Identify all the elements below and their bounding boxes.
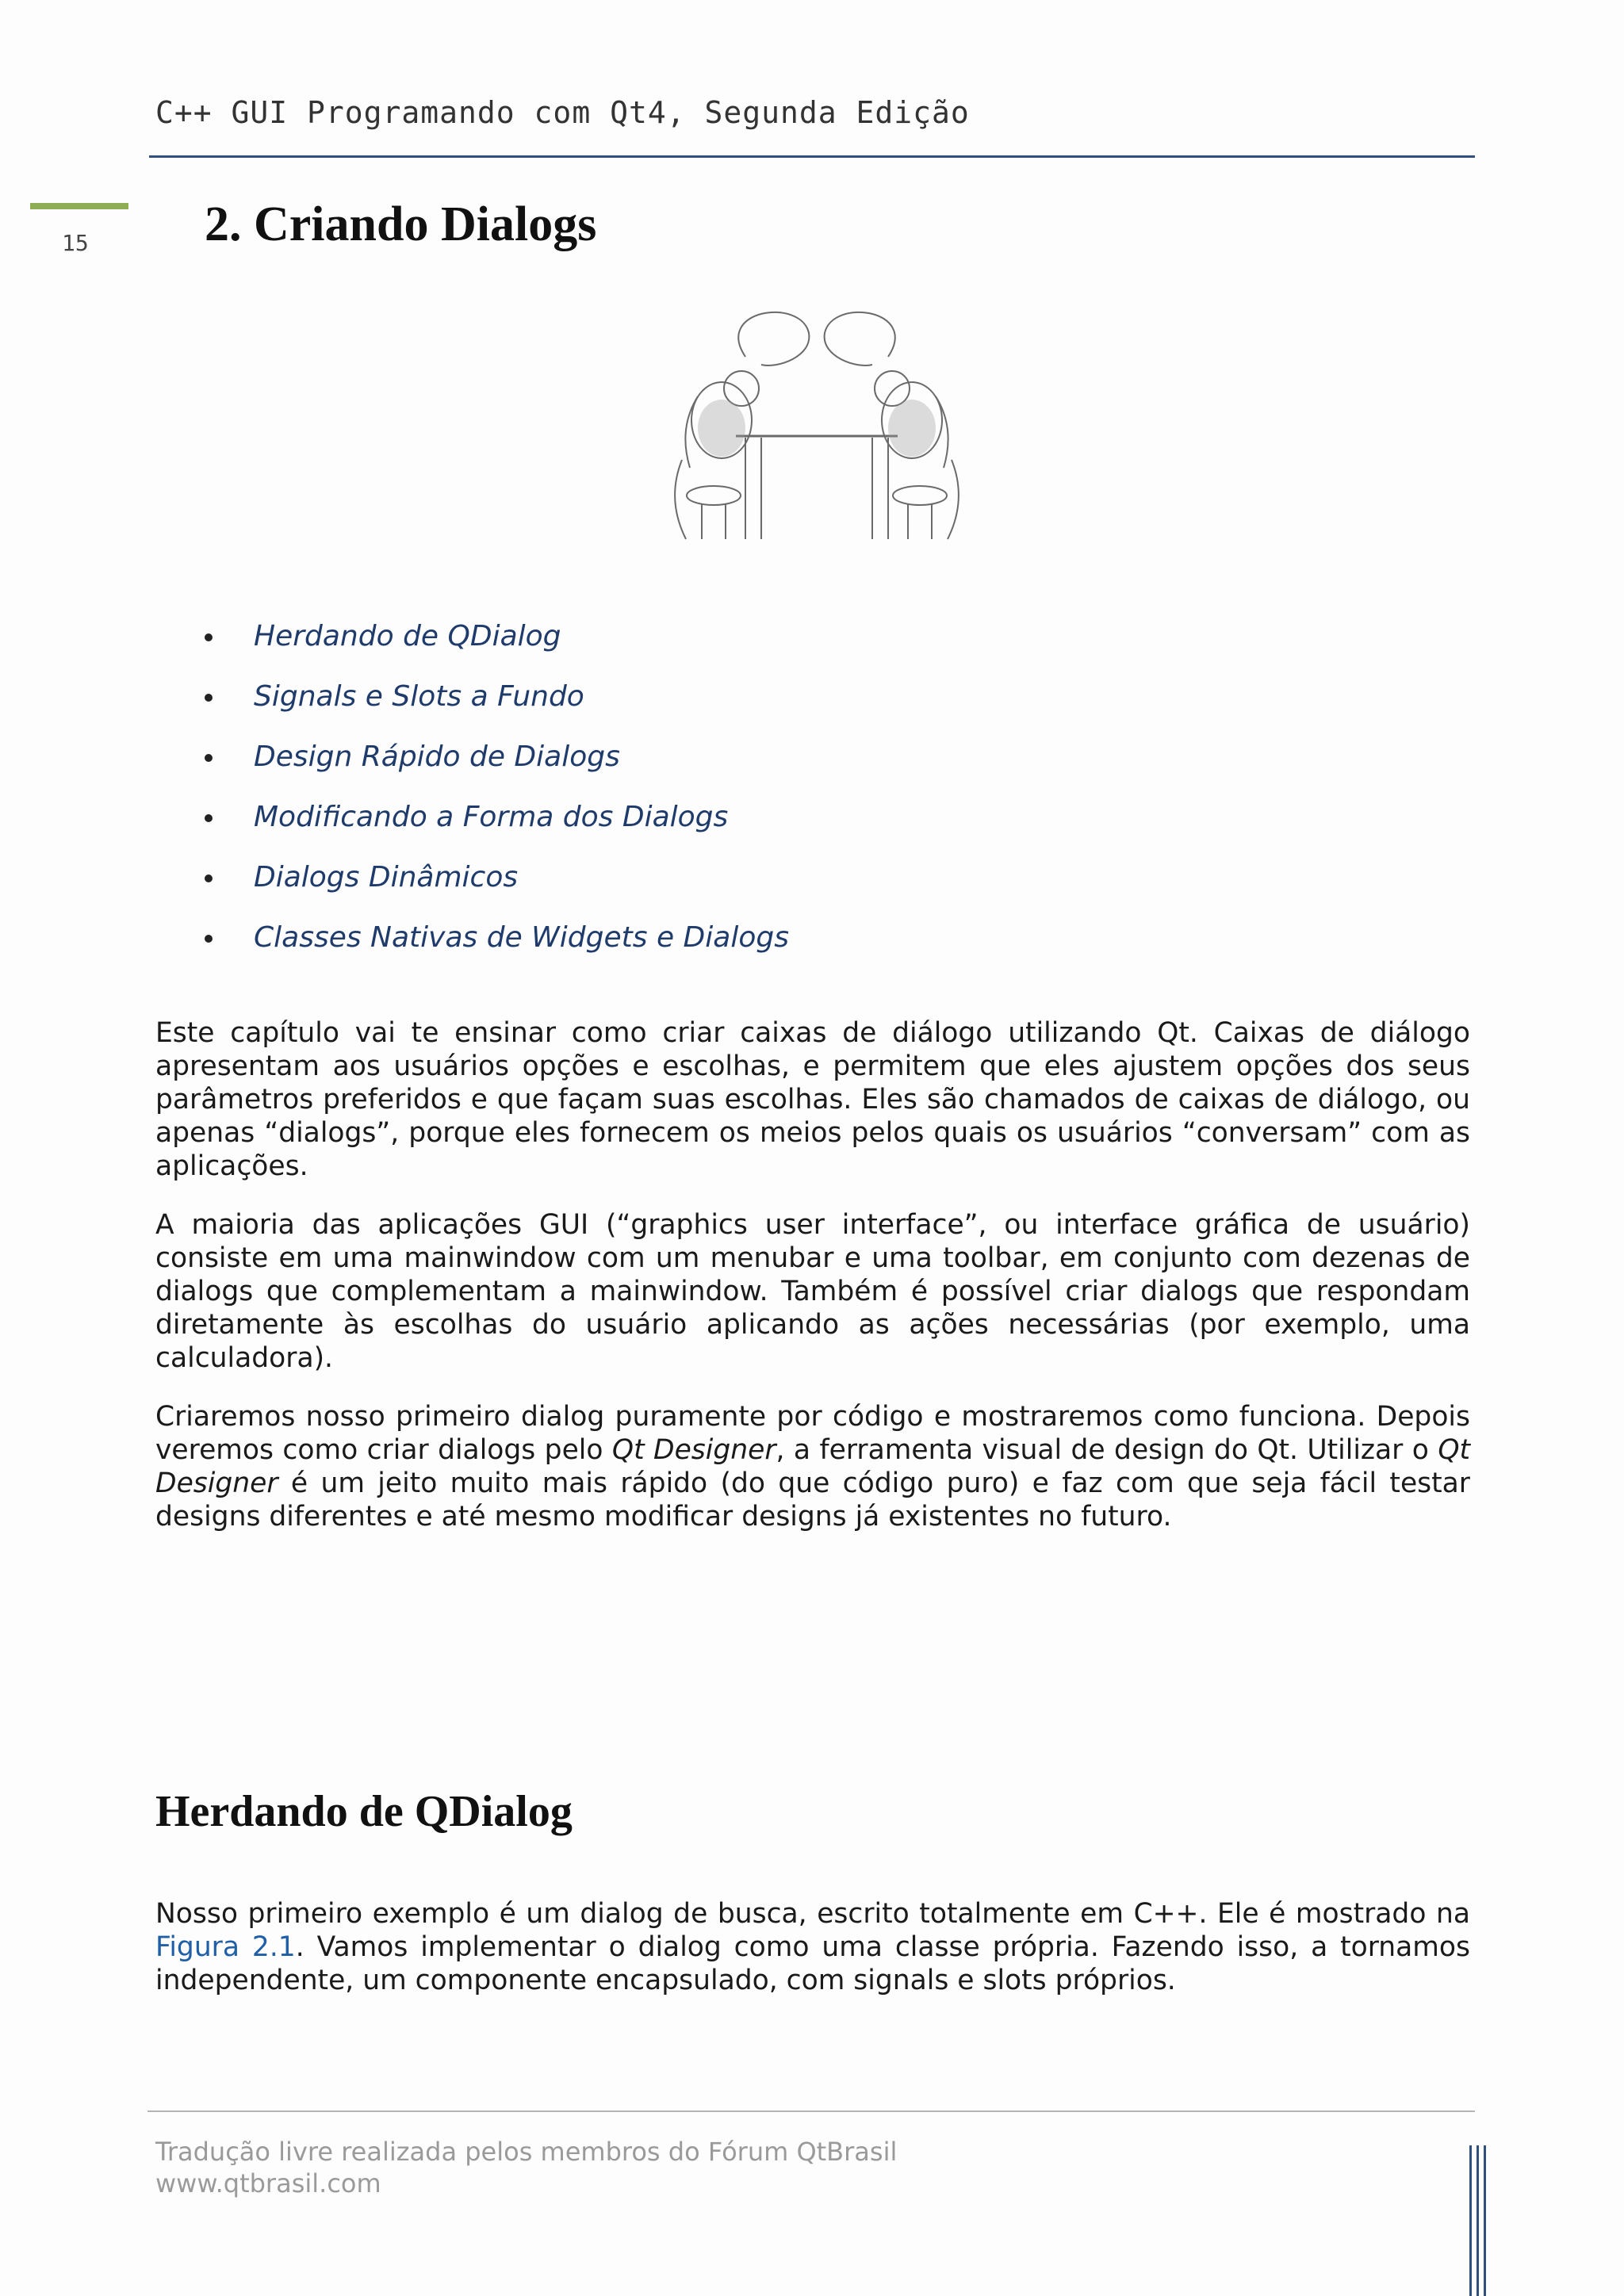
footer — [155, 2136, 897, 2199]
section-title: Herdando de QDialog — [155, 1787, 573, 1836]
two-creatures-at-table-illustration — [666, 301, 967, 555]
figure-2-1-link[interactable]: Figura 2.1 — [155, 1931, 296, 1963]
chapter-title: 2. Criando Dialogs — [205, 197, 597, 251]
bullet-icon — [205, 694, 213, 702]
toc-item[interactable]: Modificando a Forma dos Dialogs — [198, 795, 789, 855]
toc-item[interactable]: Design Rápido de Dialogs — [198, 735, 789, 795]
toc-item[interactable]: Signals e Slots a Fundo — [198, 675, 789, 735]
bullet-icon — [205, 814, 213, 822]
intro-paragraph-1: Este capítulo vai te ensinar como criar caixas de diálogo utilizando Qt. Caixas de diálogo apresentam aos usuários opções e escolhas, e permitem que eles ajustem opções dos seus parâmetros preferidos e que façam suas escolhas. Eles são chamados de caixas de diálogo, ou apenas “dialogs”, porque eles fornecem os meios pelos quais os usuários “conversam” com as aplicações. — [155, 1017, 1470, 1182]
toc-item[interactable]: Herdando de QDialog — [198, 614, 789, 675]
footer-vertical-bars — [1469, 2145, 1488, 2296]
running-header: C++ GUI Programando com Qt4, Segunda Edição — [155, 95, 970, 130]
page-marker-bar — [30, 203, 128, 209]
chapter-topic-list — [198, 614, 789, 976]
qt-designer-term: Qt Designer — [611, 1434, 776, 1466]
toc-item[interactable]: Dialogs Dinâmicos — [198, 855, 789, 916]
intro-paragraph-3: Criaremos nosso primeiro dialog puramente por código e mostraremos como funciona. Depois veremos como criar dialogs pelo Qt Designer, a ferramenta visual de design do Qt. Utilizar o Qt Designer é um jeito muito mais rápido (do que código puro) e faz com que seja fácil testar designs diferentes e até mesmo modificar designs já existentes no futuro. — [155, 1401, 1470, 1533]
qt-designer-term: Qt Designer — [155, 1434, 1470, 1499]
bullet-icon — [205, 874, 213, 882]
toc-item[interactable]: Classes Nativas de Widgets e Dialogs — [198, 916, 789, 976]
intro-paragraph-2: A maioria das aplicações GUI (“graphics user interface”, ou interface gráfica de usuário) consiste em uma mainwindow com um menubar e uma toolbar, em conjunto com dezenas de dialogs que complementam a mainwindow. Também é possível criar dialogs que respondam diretamente às escolhas do usuário aplicando as ações necessárias (por exemplo, uma calculadora). — [155, 1209, 1470, 1374]
bullet-icon — [205, 935, 213, 943]
bullet-icon — [205, 754, 213, 762]
footer-rule — [147, 2110, 1475, 2112]
footer-url[interactable]: www.qtbrasil.com — [155, 2168, 381, 2198]
header-rule — [149, 155, 1475, 158]
bullet-icon — [205, 633, 213, 641]
page-number: 15 — [62, 230, 89, 256]
footer-credit: Tradução livre realizada pelos membros do Fórum QtBrasil — [155, 2137, 898, 2167]
section-paragraph-1: Nosso primeiro exemplo é um dialog de busca, escrito totalmente em C++. Ele é mostrado na Figura 2.1. Vamos implementar o dialog como uma classe própria. Fazendo isso, a tornamos independente, um componente encapsulado, com signals e slots próprios. — [155, 1898, 1470, 1996]
